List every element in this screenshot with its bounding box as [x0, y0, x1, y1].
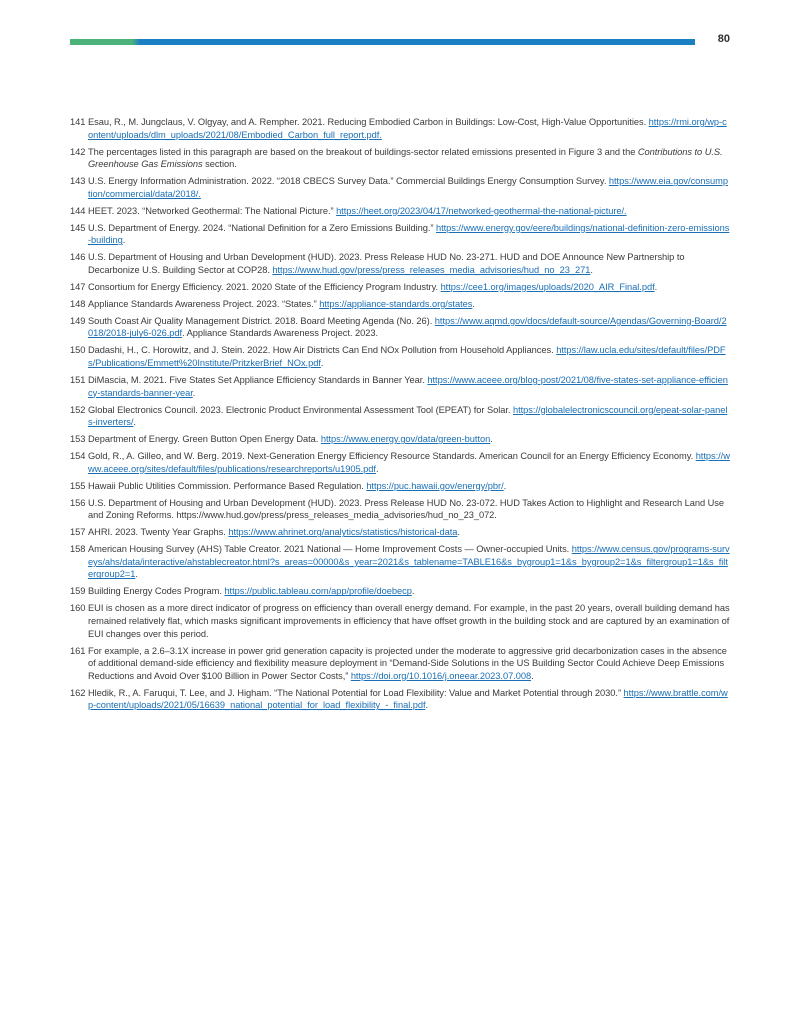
endnote-154 [70, 450, 730, 475]
header-accent-bar [70, 39, 695, 45]
endnote-link[interactable]: https://www.ahrinet.org/analytics/statistics/historical-data [228, 527, 458, 538]
endnote-link[interactable]: https://www.hud.gov/press/press_releases_media_advisories/hud_no_23_271 [272, 264, 591, 275]
endnote-149 [70, 315, 730, 340]
endnote-link[interactable]: https://cee1.org/images/uploads/2020_AIR_Final.pdf [440, 281, 655, 292]
endnote-link[interactable]: https://www.aceee.org/blog-post/2021/08/five-states-set-appliance-efficiency-standards-banner-year [88, 375, 728, 398]
endnote-link[interactable]: https://law.ucla.edu/sites/default/files/PDFs/Publications/Emmett%20Institute/PritzkerBrief_NOx.pdf [88, 345, 726, 369]
endnote-147 [70, 281, 730, 294]
endnote-153 [70, 433, 730, 446]
endnote-text-after: section. [202, 159, 237, 170]
endnote-text: Building Energy Codes Program. [88, 586, 225, 597]
endnote-text-after: . [654, 281, 658, 292]
endnote-emphasis: Contributions to U.S. Greenhouse Gas Emissions [88, 146, 723, 170]
endnote-152 [70, 404, 730, 429]
endnote-text: Hawaii Public Utilities Commission. Performance Based Regulation. [88, 480, 367, 491]
endnote-text: U.S. Energy Information Administration. 2022. “2018 CBECS Survey Data.” Commercial Buildings Energy Consumption Survey. [88, 176, 609, 187]
endnote-text-after: . [490, 434, 493, 445]
endnote-number: 147 [70, 281, 86, 292]
endnote-number: 159 [70, 586, 86, 597]
endnote-number: 141 [70, 117, 86, 127]
endnotes-list [70, 116, 730, 716]
endnote-link[interactable]: https://globalelectronicscouncil.org/epeat-solar-panels-inverters/ [88, 404, 728, 428]
endnote-text: EUI is chosen as a more direct indicator of progress on efficiency than overall energy demand. For example, in the past 20 years, overall building demand has remained relatively flat, which masks significant improvements in efficiency that have offset growth in the building stock and are captured by an examination of EUI changes over this period. [88, 603, 730, 639]
endnote-number: 162 [70, 687, 86, 698]
endnote-link[interactable]: https://www.eia.gov/consumption/commercial/data/2018/. [88, 176, 728, 199]
endnote-link[interactable]: https://appliance-standards.org/states [319, 298, 473, 309]
endnote-number: 150 [70, 345, 86, 356]
endnote-number: 152 [70, 404, 86, 415]
endnote-text: U.S. Department of Housing and Urban Development (HUD). 2023. Press Release HUD No. 23-271. HUD and DOE Announce New Partnership to Decarbonize U.S. Building Sector at COP28. [88, 252, 685, 275]
endnote-link[interactable]: https://doi.org/10.1016/j.oneear.2023.07.008 [350, 670, 532, 681]
endnote-link[interactable]: https://public.tableau.com/app/profile/doebecp [224, 586, 412, 597]
endnote-text: American Housing Survey (AHS) Table Creator. 2021 National — Home Improvement Costs — Owner-occupied Units. [88, 544, 572, 555]
endnote-text-after: . [425, 700, 429, 711]
endnote-text-after: . [135, 569, 138, 580]
endnote-text-after: . [192, 387, 196, 398]
endnote-text: South Coast Air Quality Management District. 2018. Board Meeting Agenda (No. 26). [88, 315, 435, 326]
endnote-link[interactable]: https://www.brattle.com/wp-content/uploads/2021/05/16639_national_potential_for_load_flexibility_-_final.pdf [88, 687, 728, 711]
endnote-text-after: . [457, 527, 460, 538]
endnote-link[interactable]: https://www.energy.gov/data/green-button [320, 434, 491, 445]
endnote-number: 161 [70, 645, 86, 656]
endnote-text: Gold, R., A. Gilleo, and W. Berg. 2019. Next-Generation Energy Efficiency Resource Standards. American Council for an Energy Efficiency Economy. [88, 451, 696, 462]
endnote-143 [70, 175, 730, 200]
endnote-text-after: . [503, 480, 507, 491]
endnote-text: HEET. 2023. “Networked Geothermal: The National Picture.” [88, 205, 337, 216]
endnote-text: Appliance Standards Awareness Project. 2023. “States.” [88, 298, 320, 309]
endnote-number: 151 [70, 375, 86, 385]
endnote-161 [70, 645, 730, 683]
endnote-number: 158 [70, 544, 86, 555]
endnote-number: 142 [70, 146, 86, 157]
endnote-link[interactable]: https://www.energy.gov/eere/buildings/national-definition-zero-emissions-building [88, 222, 730, 246]
endnote-number: 155 [70, 480, 86, 491]
endnote-text: Global Electronics Council. 2023. Electronic Product Environmental Assessment Tool (EPEAT) for Solar. [88, 404, 513, 415]
endnote-159 [70, 585, 730, 598]
endnote-142 [70, 146, 730, 171]
endnote-text: DiMascia, M. 2021. Five States Set Appliance Efficiency Standards in Banner Year. [88, 375, 428, 385]
endnote-number: 148 [70, 298, 86, 309]
endnote-146 [70, 251, 730, 276]
endnote-text-after: . [590, 264, 593, 275]
endnote-text-after: . [411, 586, 415, 597]
page-number: 80 [717, 33, 730, 45]
endnote-text-after: . [531, 670, 534, 681]
endnote-text: Esau, R., M. Jungclaus, V. Olgyay, and A. Rempher. 2021. Reducing Embodied Carbon in Buildings: Low-Cost, High-Value Opportunities. [88, 117, 649, 127]
endnote-155 [70, 480, 730, 493]
endnote-number: 160 [70, 603, 86, 614]
endnote-number: 149 [70, 315, 86, 326]
endnote-148 [70, 298, 730, 311]
endnote-text: U.S. Department of Housing and Urban Development (HUD). 2023. Press Release HUD No. 23-072. HUD Takes Action to Highlight and Research Land Use and Zoning Reforms. https://www.hud.gov/press/press_releases_media_advisories/hud_no_23_072. [88, 497, 725, 521]
endnote-text: U.S. Department of Energy. 2024. “National Definition for a Zero Emissions Building.” [88, 222, 436, 233]
endnote-162 [70, 687, 730, 712]
endnote-151 [70, 374, 730, 399]
endnote-link[interactable]: https://puc.hawaii.gov/energy/pbr/ [366, 480, 504, 491]
endnote-text-after: . [375, 463, 379, 474]
endnote-158 [70, 543, 730, 581]
endnote-text-after: . [122, 235, 126, 246]
endnote-text: For example, a 2.6–3.1X increase in power grid generation capacity is projected under the moderate to aggressive grid decarbonization cases in the absence of additional demand-side efficiency and flexibility measure deployment in “Demand-Side Solutions in the US Building Sector Could Achieve Deep Emissions Reductions and Avoid Over $100 Billion in Power Sector Costs,” [88, 645, 727, 681]
endnote-link[interactable]: https://rmi.org/wp-content/uploads/dlm_uploads/2021/08/Embodied_Carbon_full_report.pdf. [88, 117, 727, 140]
endnote-text: Dadashi, H., C. Horowitz, and J. Stein. 2022. How Air Districts Can End NOx Pollution from Household Appliances. [88, 345, 557, 356]
endnote-number: 154 [70, 451, 86, 462]
endnote-number: 157 [70, 527, 86, 538]
endnote-number: 143 [70, 176, 86, 187]
endnote-141 [70, 116, 730, 141]
endnote-144 [70, 205, 730, 218]
endnote-text: AHRI. 2023. Twenty Year Graphs. [88, 527, 229, 538]
endnote-160 [70, 602, 730, 640]
endnote-number: 144 [70, 205, 86, 216]
endnote-number: 145 [70, 222, 86, 233]
endnote-150 [70, 344, 730, 369]
endnote-link[interactable]: https://www.aceee.org/sites/default/files/publications/researchreports/u1905.pdf [88, 451, 730, 474]
endnote-text-after: . [133, 417, 136, 428]
endnote-text: Consortium for Energy Efficiency. 2021. 2020 State of the Efficiency Program Industry. [88, 281, 441, 292]
endnote-text: Department of Energy. Green Button Open Energy Data. [88, 434, 321, 445]
endnote-link[interactable]: https://www.aqmd.gov/docs/default-source/Agendas/Governing-Board/2018/2018-july6-026.pdf [88, 315, 727, 339]
endnote-text: The percentages listed in this paragraph are based on the breakout of buildings-sector related emissions presented in Figure 3 and the [88, 146, 638, 157]
endnote-link[interactable]: https://heet.org/2023/04/17/networked-geothermal-the-national-picture/. [336, 205, 627, 216]
endnote-157 [70, 526, 730, 539]
endnote-156 [70, 497, 730, 522]
endnote-text-after: . [472, 298, 475, 309]
endnote-text-after: . [320, 358, 324, 369]
endnote-link[interactable]: https://www.census.gov/programs-surveys/ahs/data/interactive/ahstablecreator.html?s_areas=00000&s_year=2021&s_tablename=TABLE16&s_bygroup1=1&s_bygroup2=1&s_filtergroup1=1&s_filtergroup2=1 [88, 544, 730, 580]
endnote-text: Hledik, R., A. Faruqui, T. Lee, and J. Higham. “The National Potential for Load Flexibility: Value and Market Potential through 2030.” [88, 687, 624, 698]
endnote-number: 156 [70, 497, 86, 508]
endnote-number: 146 [70, 252, 86, 263]
endnote-145 [70, 222, 730, 247]
endnote-number: 153 [70, 434, 86, 445]
endnote-text-after: . Appliance Standards Awareness Project. 2023. [182, 328, 379, 339]
